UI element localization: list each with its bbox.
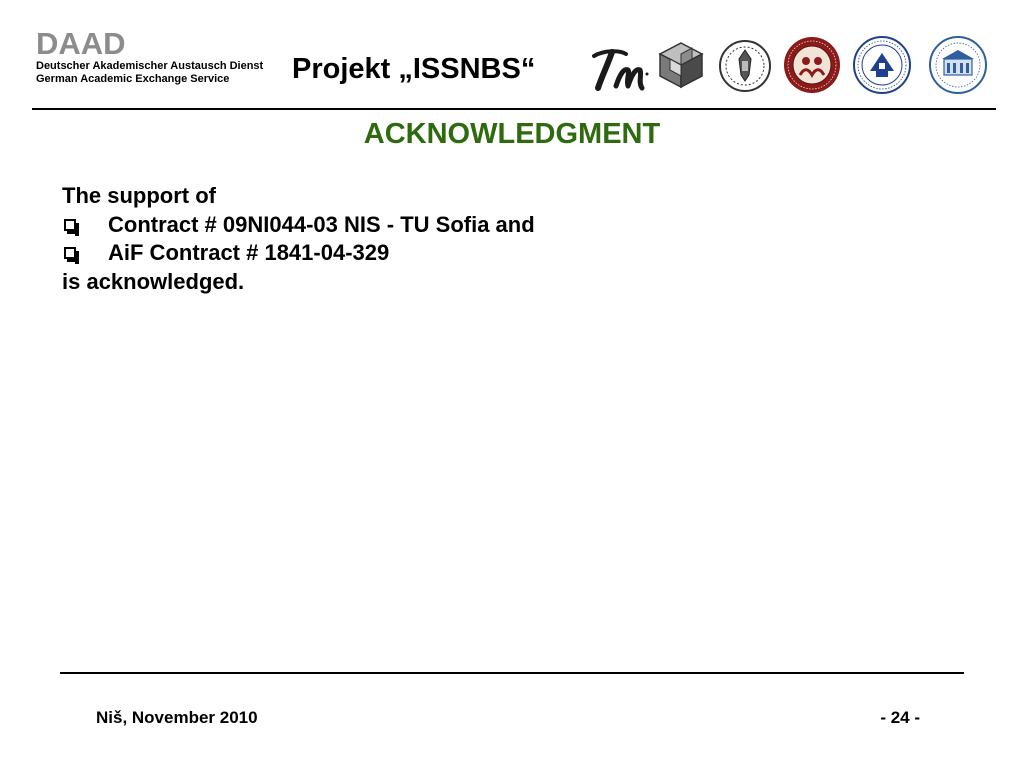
- daad-brand: [36, 28, 263, 86]
- list-item: [62, 211, 535, 240]
- checkbox-bullet-icon: [64, 247, 76, 259]
- project-title: Projekt „ISSNBS“: [292, 53, 536, 85]
- page-number: - 24 -: [880, 708, 920, 727]
- list-item: [62, 239, 535, 268]
- daad-tagline-english: German Academic Exchange Service: [36, 73, 230, 85]
- intro-text: The support of: [62, 183, 216, 208]
- list-item-text: AiF Contract # 1841-04-329: [108, 240, 390, 265]
- checkbox-bullet-icon: [64, 219, 76, 231]
- slide-title: ACKNOWLEDGMENT: [363, 118, 661, 150]
- university-nis-seal-logo: [782, 35, 842, 95]
- university-seal-logo: [718, 39, 772, 93]
- closing-text: is acknowledged.: [62, 268, 245, 294]
- university-montenegro-seal-logo: [928, 35, 988, 95]
- list-item-text: Contract # 09NI044-03 NIS - TU Sofia and: [108, 211, 535, 237]
- tu-monogram-logo: [590, 42, 650, 92]
- daad-wordmark: DAAD: [36, 26, 126, 61]
- cube-logo: [656, 40, 706, 90]
- footer-location-date: Niš, November 2010: [96, 708, 258, 727]
- daad-tagline-german: Deutscher Akademischer Austausch Dienst: [36, 60, 264, 72]
- footer-divider: [60, 672, 964, 674]
- acknowledgment-body: [62, 182, 535, 296]
- header-divider: [32, 108, 996, 110]
- university-banja-luka-seal-logo: [852, 35, 912, 95]
